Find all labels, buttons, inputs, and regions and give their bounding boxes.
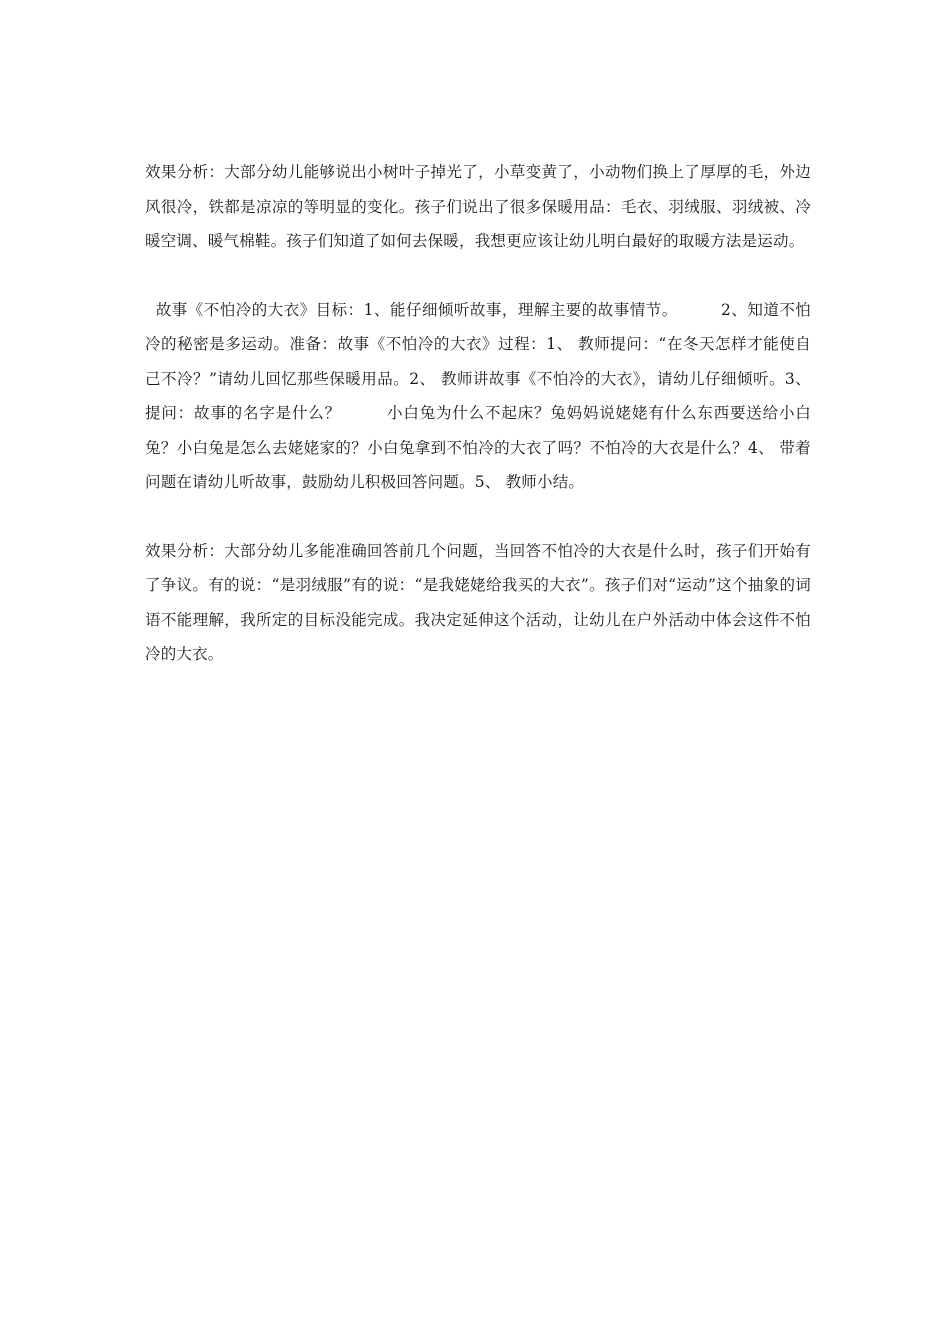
document-body <box>145 155 811 672</box>
paragraph-effect-analysis-1: 效果分析：大部分幼儿能够说出小树叶子掉光了，小草变黄了，小动物们换上了厚厚的毛，外边风很冷，铁都是凉凉的等明显的变化。孩子们说出了很多保暖用品：毛衣、羽绒服、羽绒被、冷暖空调、暖气棉鞋。孩子们知道了如何去保暖，我想更应该让幼儿明白最好的取暖方法是运动。 <box>145 163 811 250</box>
paragraph-gap <box>145 500 811 534</box>
paragraph-effect-analysis-2: 效果分析：大部分幼儿多能准确回答前几个问题，当回答不怕冷的大衣是什么时，孩子们开始有了争议。有的说：“是羽绒服”有的说：“是我姥姥给我买的大衣”。孩子们对“运动”这个抽象的词语不能理解，我所定的目标没能完成。我决定延伸这个活动，让幼儿在户外活动中体会这件不怕冷的大衣。 <box>145 541 811 663</box>
paragraph-gap <box>145 259 811 293</box>
paragraph-story-lesson: 故事《不怕冷的大衣》目标：1、能仔细倾听故事，理解主要的故事情节。 2、知道不怕冷的秘密是多运动。准备：故事《不怕冷的大衣》过程：1、 教师提问：“在冬天怎样才能使自己不冷？”请幼儿回忆那些保暖用品。2、 教师讲故事《不怕冷的大衣》，请幼儿仔细倾听。3、 提问：故事的名字是什么？ 小白兔为什么不起床？兔妈妈说姥姥有什么东西要送给小白兔？小白兔是怎么去姥姥家的？小白兔拿到不怕冷的大衣了吗？不怕冷的大衣是什么？4、 带着问题在请幼儿听故事，鼓励幼儿积极回答问题。5、 教师小结。 <box>145 300 811 491</box>
